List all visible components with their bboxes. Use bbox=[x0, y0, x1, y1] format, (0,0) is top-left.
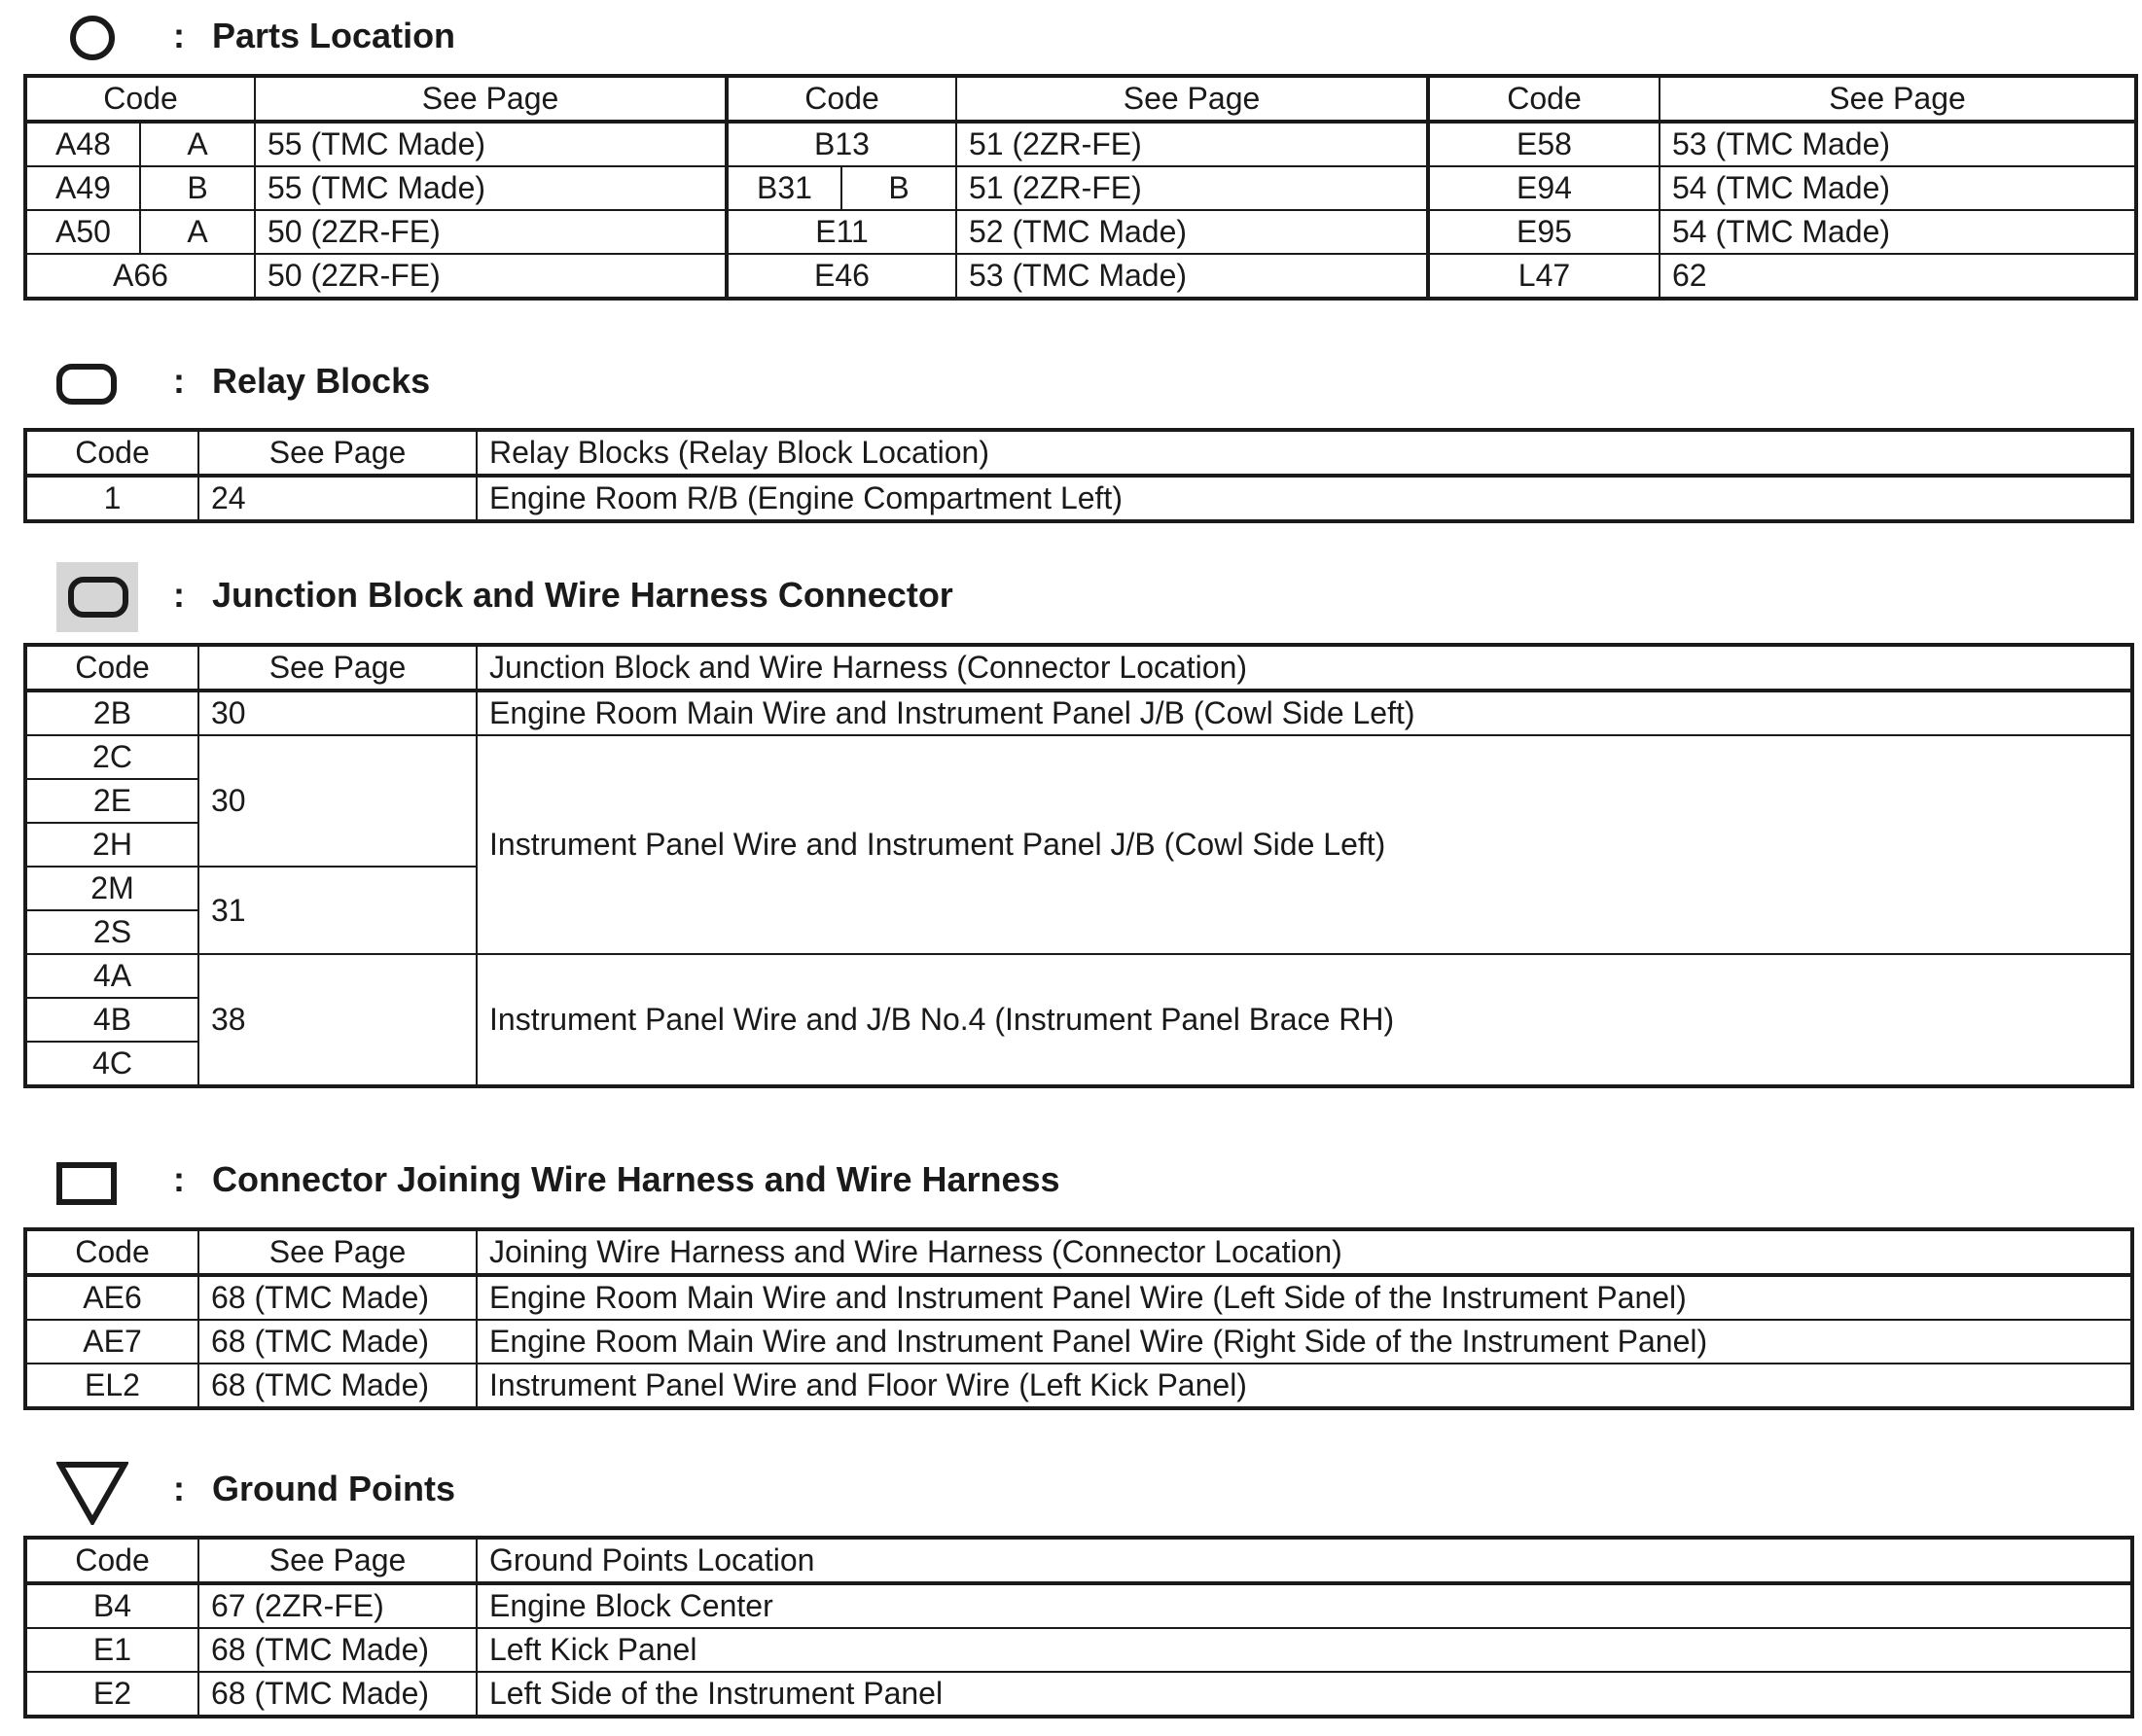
header-see-page: See Page bbox=[198, 430, 477, 476]
page-cell: 68 (TMC Made) bbox=[198, 1628, 477, 1672]
table-row bbox=[25, 1364, 2132, 1408]
code-cell: 2H bbox=[25, 823, 198, 867]
heading-colon: : bbox=[173, 1469, 185, 1508]
description-cell: Engine Room Main Wire and Instrument Panel J/B (Cowl Side Left) bbox=[477, 691, 2132, 735]
description-cell: Engine Room Main Wire and Instrument Panel Wire (Right Side of the Instrument Panel) bbox=[477, 1320, 2132, 1364]
header-code: Code bbox=[25, 430, 198, 476]
table-row bbox=[25, 166, 2136, 210]
code-cell: E1 bbox=[25, 1628, 198, 1672]
header-description: Joining Wire Harness and Wire Harness (Connector Location) bbox=[477, 1229, 2132, 1275]
header-code: Code bbox=[727, 76, 956, 122]
section-title: Parts Location bbox=[212, 16, 456, 55]
code-cell: A66 bbox=[25, 254, 255, 299]
code-cell: A48 bbox=[25, 122, 140, 166]
header-see-page: See Page bbox=[956, 76, 1428, 122]
connector-joining-table bbox=[23, 1227, 2134, 1410]
page-cell: 62 bbox=[1660, 254, 2136, 299]
description-cell: Left Kick Panel bbox=[477, 1628, 2132, 1672]
code-cell: 2S bbox=[25, 910, 198, 954]
code-cell: B13 bbox=[727, 122, 956, 166]
description-cell: Engine Block Center bbox=[477, 1583, 2132, 1628]
description-cell: Instrument Panel Wire and J/B No.4 (Instrument Panel Brace RH) bbox=[477, 954, 2132, 1086]
page-cell: 50 (2ZR-FE) bbox=[255, 210, 727, 254]
table-row bbox=[25, 254, 2136, 299]
code-cell: 4C bbox=[25, 1042, 198, 1086]
section-title: Junction Block and Wire Harness Connector bbox=[212, 575, 953, 615]
ground-points-heading bbox=[0, 1451, 2142, 1529]
table-header-row bbox=[25, 430, 2132, 476]
page-cell: 68 (TMC Made) bbox=[198, 1364, 477, 1408]
page-cell: 54 (TMC Made) bbox=[1660, 166, 2136, 210]
page-cell: 68 (TMC Made) bbox=[198, 1275, 477, 1320]
code-cell: E58 bbox=[1428, 122, 1660, 166]
section-title: Relay Blocks bbox=[212, 361, 431, 401]
description-cell: Instrument Panel Wire and Floor Wire (Left Kick Panel) bbox=[477, 1364, 2132, 1408]
table-header-row bbox=[25, 76, 2136, 122]
code-cell: A49 bbox=[25, 166, 140, 210]
table-row bbox=[25, 1275, 2132, 1320]
code-cell: AE6 bbox=[25, 1275, 198, 1320]
junction-block-heading bbox=[0, 559, 2142, 637]
junction-block-table bbox=[23, 643, 2134, 1088]
code-cell: B4 bbox=[25, 1583, 198, 1628]
page-cell: 68 (TMC Made) bbox=[198, 1672, 477, 1717]
page-cell: 31 bbox=[198, 867, 477, 954]
page-cell: 38 bbox=[198, 954, 477, 1086]
page-cell: 50 (2ZR-FE) bbox=[255, 254, 727, 299]
table-row bbox=[25, 1628, 2132, 1672]
header-code: Code bbox=[1428, 76, 1660, 122]
code-cell: EL2 bbox=[25, 1364, 198, 1408]
code-cell: A50 bbox=[25, 210, 140, 254]
table-row bbox=[25, 122, 2136, 166]
header-code: Code bbox=[25, 1229, 198, 1275]
code-cell: 4A bbox=[25, 954, 198, 998]
page-cell: 55 (TMC Made) bbox=[255, 122, 727, 166]
table-row bbox=[25, 476, 2132, 521]
code-cell: 4B bbox=[25, 998, 198, 1042]
code-cell: E11 bbox=[727, 210, 956, 254]
header-see-page: See Page bbox=[198, 645, 477, 691]
ground-points-table bbox=[23, 1536, 2134, 1718]
table-row bbox=[25, 735, 2132, 779]
table-row bbox=[25, 1320, 2132, 1364]
heading-colon: : bbox=[173, 1159, 185, 1199]
connector-joining-heading bbox=[0, 1144, 2142, 1222]
page-cell: 67 (2ZR-FE) bbox=[198, 1583, 477, 1628]
sub-code-cell: A bbox=[140, 122, 255, 166]
table-header-row bbox=[25, 645, 2132, 691]
header-code: Code bbox=[25, 1538, 198, 1583]
table-row bbox=[25, 210, 2136, 254]
header-see-page: See Page bbox=[198, 1538, 477, 1583]
rectangle-icon bbox=[56, 1162, 117, 1205]
page-cell: 54 (TMC Made) bbox=[1660, 210, 2136, 254]
header-code: Code bbox=[25, 645, 198, 691]
heading-colon: : bbox=[173, 575, 185, 615]
sub-code-cell: B bbox=[140, 166, 255, 210]
table-row bbox=[25, 954, 2132, 998]
page-cell: 30 bbox=[198, 691, 477, 735]
heading-colon: : bbox=[173, 16, 185, 55]
page-cell: 53 (TMC Made) bbox=[956, 254, 1428, 299]
page-cell: 51 (2ZR-FE) bbox=[956, 122, 1428, 166]
table-row bbox=[25, 1672, 2132, 1717]
sub-code-cell: B bbox=[841, 166, 956, 210]
page-cell: 24 bbox=[198, 476, 477, 521]
table-header-row bbox=[25, 1538, 2132, 1583]
heading-colon: : bbox=[173, 361, 185, 401]
page-cell: 30 bbox=[198, 735, 477, 867]
page-cell: 55 (TMC Made) bbox=[255, 166, 727, 210]
circle-icon bbox=[70, 16, 115, 60]
header-description: Ground Points Location bbox=[477, 1538, 2132, 1583]
description-cell: Left Side of the Instrument Panel bbox=[477, 1672, 2132, 1717]
section-title: Ground Points bbox=[212, 1469, 455, 1508]
page-cell: 68 (TMC Made) bbox=[198, 1320, 477, 1364]
parts-location-heading bbox=[0, 0, 2142, 78]
code-cell: 2B bbox=[25, 691, 198, 735]
table-header-row bbox=[25, 1229, 2132, 1275]
code-cell: E95 bbox=[1428, 210, 1660, 254]
code-cell: AE7 bbox=[25, 1320, 198, 1364]
page-cell: 53 (TMC Made) bbox=[1660, 122, 2136, 166]
code-cell: L47 bbox=[1428, 254, 1660, 299]
header-description: Relay Blocks (Relay Block Location) bbox=[477, 430, 2132, 476]
header-code: Code bbox=[25, 76, 255, 122]
rounded-rectangle-icon bbox=[56, 364, 117, 405]
code-cell: B31 bbox=[727, 166, 841, 210]
code-cell: 1 bbox=[25, 476, 198, 521]
description-cell: Engine Room Main Wire and Instrument Panel Wire (Left Side of the Instrument Panel) bbox=[477, 1275, 2132, 1320]
triangle-down-icon bbox=[56, 1461, 128, 1525]
table-row bbox=[25, 691, 2132, 735]
rounded-rectangle-icon bbox=[68, 577, 128, 618]
table-row bbox=[25, 1583, 2132, 1628]
page-cell: 51 (2ZR-FE) bbox=[956, 166, 1428, 210]
header-see-page: See Page bbox=[198, 1229, 477, 1275]
code-cell: E46 bbox=[727, 254, 956, 299]
code-cell: 2E bbox=[25, 779, 198, 823]
code-cell: 2M bbox=[25, 867, 198, 910]
parts-location-table bbox=[23, 74, 2138, 301]
relay-blocks-heading bbox=[0, 345, 2142, 423]
description-cell: Engine Room R/B (Engine Compartment Left) bbox=[477, 476, 2132, 521]
sub-code-cell: A bbox=[140, 210, 255, 254]
code-cell: 2C bbox=[25, 735, 198, 779]
header-see-page: See Page bbox=[1660, 76, 2136, 122]
relay-blocks-table bbox=[23, 428, 2134, 523]
description-cell: Instrument Panel Wire and Instrument Panel J/B (Cowl Side Left) bbox=[477, 735, 2132, 954]
code-cell: E94 bbox=[1428, 166, 1660, 210]
code-cell: E2 bbox=[25, 1672, 198, 1717]
header-see-page: See Page bbox=[255, 76, 727, 122]
page-cell: 52 (TMC Made) bbox=[956, 210, 1428, 254]
section-title: Connector Joining Wire Harness and Wire Harness bbox=[212, 1159, 1060, 1199]
header-description: Junction Block and Wire Harness (Connector Location) bbox=[477, 645, 2132, 691]
